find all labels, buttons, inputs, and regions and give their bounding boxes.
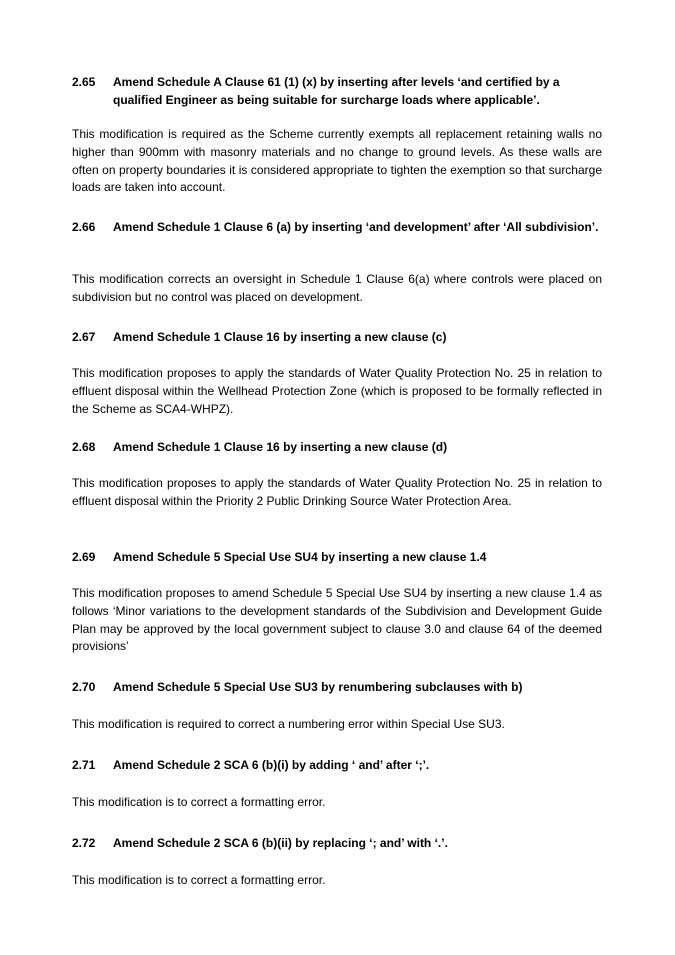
section-2-70 (72, 678, 602, 731)
section-body: This modification corrects an oversight in Schedule 1 Clause 6(a) where controls were placed on subdivision but no control was placed on development. (72, 272, 602, 304)
section-heading (72, 73, 602, 109)
section-2-69 (72, 548, 602, 654)
section-heading-text: Amend Schedule 5 Special Use SU4 by inserting a new clause 1.4 (113, 550, 487, 564)
section-heading-text: Amend Schedule 2 SCA 6 (b)(i) by adding ‘ and’ after ‘;’. (113, 758, 430, 772)
section-2-68 (72, 438, 602, 508)
section-heading-text: Amend Schedule 1 Clause 6 (a) by inserting ‘and development’ after ‘All subdivision’. (113, 220, 599, 234)
section-heading-text: Amend Schedule 5 Special Use SU3 by renumbering subclauses with b) (113, 680, 523, 694)
section-heading (72, 218, 602, 236)
section-body: This modification proposes to apply the standards of Water Quality Protection No. 25 in relation to effluent disposal within the Wellhead Protection Zone (which is proposed to be formally reflected in the Scheme as SCA4-WHPZ). (72, 366, 602, 416)
section-heading (72, 328, 602, 346)
section-body: This modification proposes to apply the standards of Water Quality Protection No. 25 in relation to effluent disposal within the Priority 2 Public Drinking Source Water Protection Area. (72, 476, 602, 508)
section-heading (72, 756, 602, 774)
section-heading-text: Amend Schedule 1 Clause 16 by inserting a new clause (d) (113, 440, 448, 454)
section-heading (72, 678, 602, 696)
section-heading (72, 834, 602, 852)
section-heading-text: Amend Schedule 1 Clause 16 by inserting a new clause (c) (113, 330, 447, 344)
section-heading (72, 438, 602, 456)
section-number: 2.69 (72, 550, 96, 564)
section-body: This modification is required to correct a numbering error within Special Use SU3. (72, 717, 505, 731)
section-body: This modification is to correct a formatting error. (72, 795, 326, 809)
section-number: 2.67 (72, 330, 96, 344)
section-number: 2.72 (72, 836, 96, 850)
section-2-66 (72, 218, 602, 304)
section-heading (72, 548, 602, 566)
section-number: 2.71 (72, 758, 96, 772)
section-heading-text: Amend Schedule 2 SCA 6 (b)(ii) by replacing ‘; and’ with ‘.’. (113, 836, 448, 850)
section-heading-text: Amend Schedule A Clause 61 (1) (x) by inserting after levels ‘and certified by a qualified Engineer as being suitable for surcharge loads where applicable’. (113, 75, 560, 107)
section-body: This modification is required as the Scheme currently exempts all replacement retaining walls no higher than 900mm with masonry materials and no change to ground levels. As these walls are often on property boundaries it is considered appropriate to tighten the exemption so that surcharge loads are taken into account. (72, 127, 602, 195)
section-body: This modification is to correct a formatting error. (72, 873, 326, 887)
section-number: 2.70 (72, 680, 96, 694)
section-2-65 (72, 73, 602, 195)
section-number: 2.66 (72, 220, 96, 234)
section-number: 2.68 (72, 440, 96, 454)
section-2-67 (72, 328, 602, 416)
section-body: This modification proposes to amend Schedule 5 Special Use SU4 by inserting a new clause 1.4 as follows ‘Minor variations to the development standards of the Subdivision and Development Guide Plan may be approved by the local government subject to clause 3.0 and clause 64 of the deemed provisions’ (72, 586, 602, 654)
section-2-71 (72, 756, 602, 809)
section-2-72 (72, 834, 602, 887)
section-number: 2.65 (72, 75, 96, 89)
